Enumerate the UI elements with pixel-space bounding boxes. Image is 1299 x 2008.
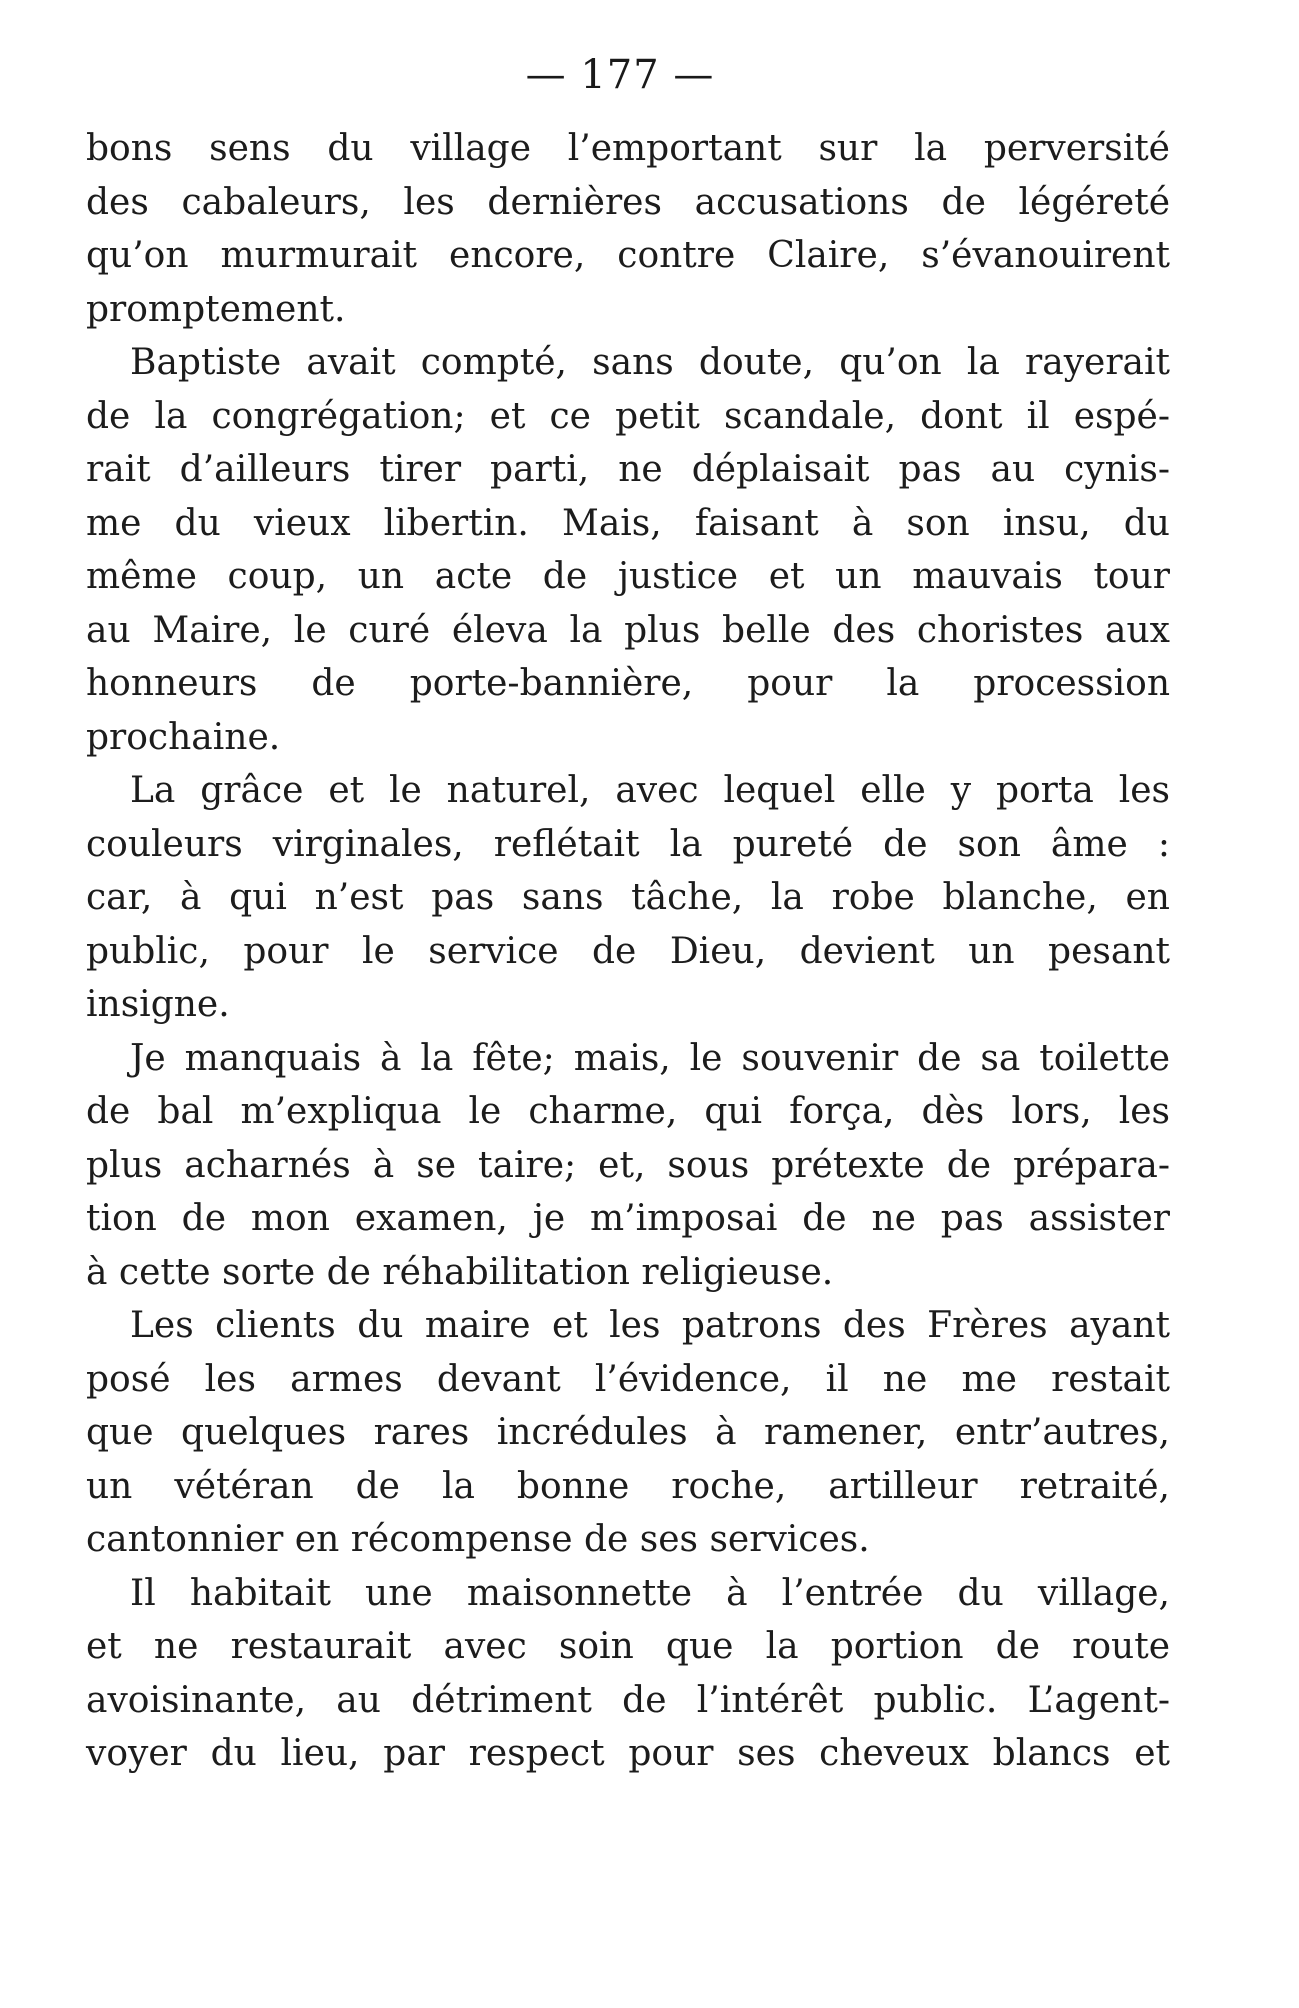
text-line: tion de mon examen, je m’imposai de ne pas assister bbox=[86, 1198, 1170, 1239]
text-line: que quelques rares incrédules à ramener, entr’autres, bbox=[86, 1412, 1170, 1453]
text-line: La grâce et le naturel, avec lequel elle y porta les bbox=[130, 770, 1170, 811]
text-line: Baptiste avait compté, sans doute, qu’on la rayerait bbox=[130, 342, 1170, 383]
text-line: de bal m’expliqua le charme, qui força, dès lors, les bbox=[86, 1091, 1170, 1132]
text-line: Je manquais à la fête; mais, le souvenir de sa toilette bbox=[130, 1037, 1170, 1079]
text-line: insigne. bbox=[86, 984, 230, 1025]
text-line: à cette sorte de réhabilitation religieuse. bbox=[86, 1251, 834, 1293]
body-text bbox=[86, 122, 1170, 1781]
text-line: et ne restaurait avec soin que la portion de route bbox=[86, 1626, 1170, 1667]
text-line: bons sens du village l’emportant sur la perversité bbox=[86, 128, 1170, 169]
text-line: car, à qui n’est pas sans tâche, la robe blanche, en bbox=[86, 877, 1170, 918]
text-line: au Maire, le curé éleva la plus belle des choristes aux bbox=[86, 609, 1170, 651]
text-line: même coup, un acte de justice et un mauvais tour bbox=[86, 556, 1170, 597]
text-line: un vétéran de la bonne roche, artilleur retraité, bbox=[86, 1465, 1170, 1507]
text-line: prochaine. bbox=[86, 716, 281, 758]
text-line: couleurs virginales, reflétait la pureté de son âme : bbox=[86, 823, 1170, 865]
text-line: Les clients du maire et les patrons des Frères ayant bbox=[130, 1305, 1170, 1346]
text-line: voyer du lieu, par respect pour ses cheveux blancs et bbox=[86, 1733, 1170, 1774]
text-line: posé les armes devant l’évidence, il ne me restait bbox=[86, 1358, 1170, 1400]
text-line: cantonnier en récompense de ses services. bbox=[86, 1519, 870, 1560]
text-line: de la congrégation; et ce petit scandale, dont il espé- bbox=[86, 395, 1170, 437]
text-line: avoisinante, au détriment de l’intérêt public. L’agent- bbox=[86, 1679, 1170, 1721]
text-line: honneurs de porte-bannière, pour la procession bbox=[86, 663, 1170, 704]
text-line: Il habitait une maisonnette à l’entrée du village, bbox=[130, 1572, 1170, 1614]
text-line: qu’on murmurait encore, contre Claire, s’évanouirent bbox=[86, 235, 1170, 276]
text-line: plus acharnés à se taire; et, sous prétexte de prépara- bbox=[86, 1144, 1170, 1186]
text-line: public, pour le service de Dieu, devient un pesant bbox=[86, 930, 1170, 972]
text-line: des cabaleurs, les dernières accusations de légéreté bbox=[86, 181, 1170, 223]
text-line: rait d’ailleurs tirer parti, ne déplaisait pas au cynis- bbox=[86, 449, 1170, 490]
text-line: me du vieux libertin. Mais, faisant à son insu, du bbox=[86, 502, 1170, 544]
text-line: promptement. bbox=[86, 288, 346, 330]
page-number: — 177 — bbox=[525, 52, 715, 98]
